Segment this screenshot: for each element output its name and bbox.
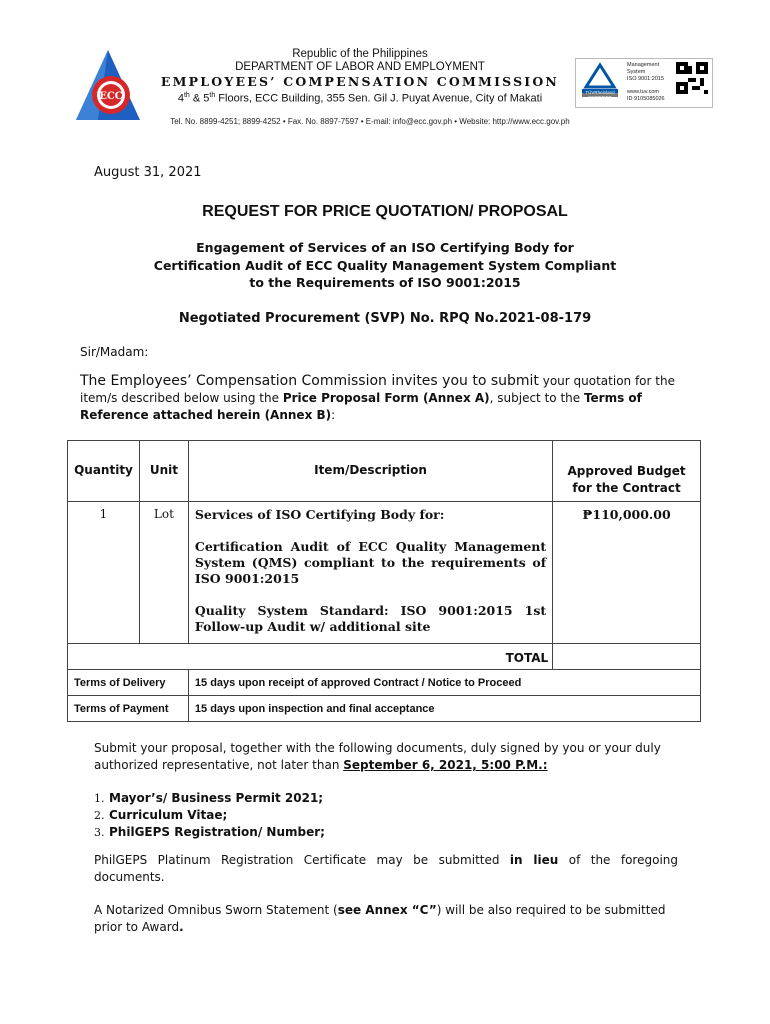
desc-certification: Certification Audit of ECC Quality Management System (QMS) compliant to the requirements of ISO 9001:2015	[194, 539, 547, 586]
row-unit: Lot	[139, 502, 188, 644]
list-item: 1. Mayor’s/ Business Permit 2021;	[94, 791, 324, 805]
row-description	[188, 502, 552, 644]
header-quantity: Quantity	[68, 441, 140, 502]
tuv-certified-label: CERTIFIED	[588, 95, 612, 100]
list-item: 3. PhilGEPS Registration/ Number;	[94, 825, 325, 839]
agency-name: EMPLOYEES’ COMPENSATION COMMISSION	[160, 74, 560, 89]
submit-paragraph: Submit your proposal, together with the following documents, duly signed by you or your duly authorized representative, not later than September 6, 2021, 5:00 P.M.:	[94, 741, 661, 772]
document-title: REQUEST FOR PRICE QUOTATION/ PROPOSAL	[202, 203, 568, 220]
required-documents-list	[94, 790, 325, 841]
logo-text: ECC	[99, 91, 123, 102]
table-row	[68, 502, 701, 644]
row-budget: ₱110,000.00	[553, 502, 701, 644]
payment-label: Terms of Payment	[68, 696, 189, 722]
intro-paragraph: The Employees’ Compensation Commission invites you to submit your quotation for the item/s described below using the Price Proposal Form (Annex A), subject to the Terms of Reference attached herein (Annex B):	[80, 373, 675, 422]
list-item: 2. Curriculum Vitae;	[94, 808, 228, 822]
agency-address: 4th & 5th Floors, ECC Building, 355 Sen. Gil J. Puyat Avenue, City of Makati	[177, 92, 543, 105]
department-label: DEPARTMENT OF LABOR AND EMPLOYMENT	[235, 61, 485, 73]
desc-services: Services of ISO Certifying Body for:	[194, 507, 445, 522]
ecc-logo-icon	[68, 45, 148, 125]
qr-code-icon	[676, 62, 708, 94]
table-header-row	[68, 441, 701, 502]
tuv-mark-label: TÜVRheinland	[585, 90, 615, 95]
row-quantity: 1	[68, 502, 140, 644]
total-row	[68, 644, 701, 670]
payment-value: 15 days upon inspection and final acceptance	[188, 696, 700, 722]
delivery-value: 15 days upon receipt of approved Contract / Notice to Proceed	[188, 670, 700, 696]
total-label: TOTAL	[68, 644, 553, 670]
letter-date: August 31, 2021	[94, 165, 202, 180]
submission-deadline: September 6, 2021, 5:00 P.M.:	[343, 758, 548, 772]
omnibus-paragraph: A Notarized Omnibus Sworn Statement (see Annex “C”) will be also required to be submitted prior to Award.	[94, 903, 666, 934]
subtitle-line-3: to the Requirements of ISO 9001:2015	[249, 275, 521, 290]
republic-label: Republic of the Philippines	[292, 48, 428, 60]
subtitle-line-1: Engagement of Services of an ISO Certifying Body for	[196, 240, 574, 255]
iso-badge-text: Management System ISO 9001:2015 www.tuv.com ID 9105085026	[627, 62, 665, 102]
desc-quality-standard: Quality System Standard: ISO 9001:2015 1st Follow-up Audit w/ additional site	[194, 603, 547, 634]
contact-info: Tel. No. 8899-4251; 8899-4252 • Fax. No. 8897-7597 • E-mail: info@ecc.gov.ph • Website: http://www.ecc.gov.ph	[170, 117, 570, 126]
delivery-row	[68, 670, 701, 696]
total-value	[553, 644, 701, 670]
procurement-number: Negotiated Procurement (SVP) No. RPQ No.2021-08-179	[178, 311, 592, 326]
header-unit: Unit	[139, 441, 188, 502]
salutation: Sir/Madam:	[80, 345, 149, 359]
subtitle-line-2: Certification Audit of ECC Quality Management System Compliant	[153, 258, 617, 273]
header-item: Item/Description	[188, 441, 552, 502]
quotation-table	[67, 440, 701, 722]
delivery-label: Terms of Delivery	[68, 670, 189, 696]
ecc-logo	[68, 45, 148, 125]
payment-row	[68, 696, 701, 722]
header-budget: Approved Budget for the Contract	[553, 441, 701, 502]
philgeps-paragraph: PhilGEPS Platinum Registration Certificate may be submitted in lieu of the foregoing documents.	[94, 853, 679, 884]
